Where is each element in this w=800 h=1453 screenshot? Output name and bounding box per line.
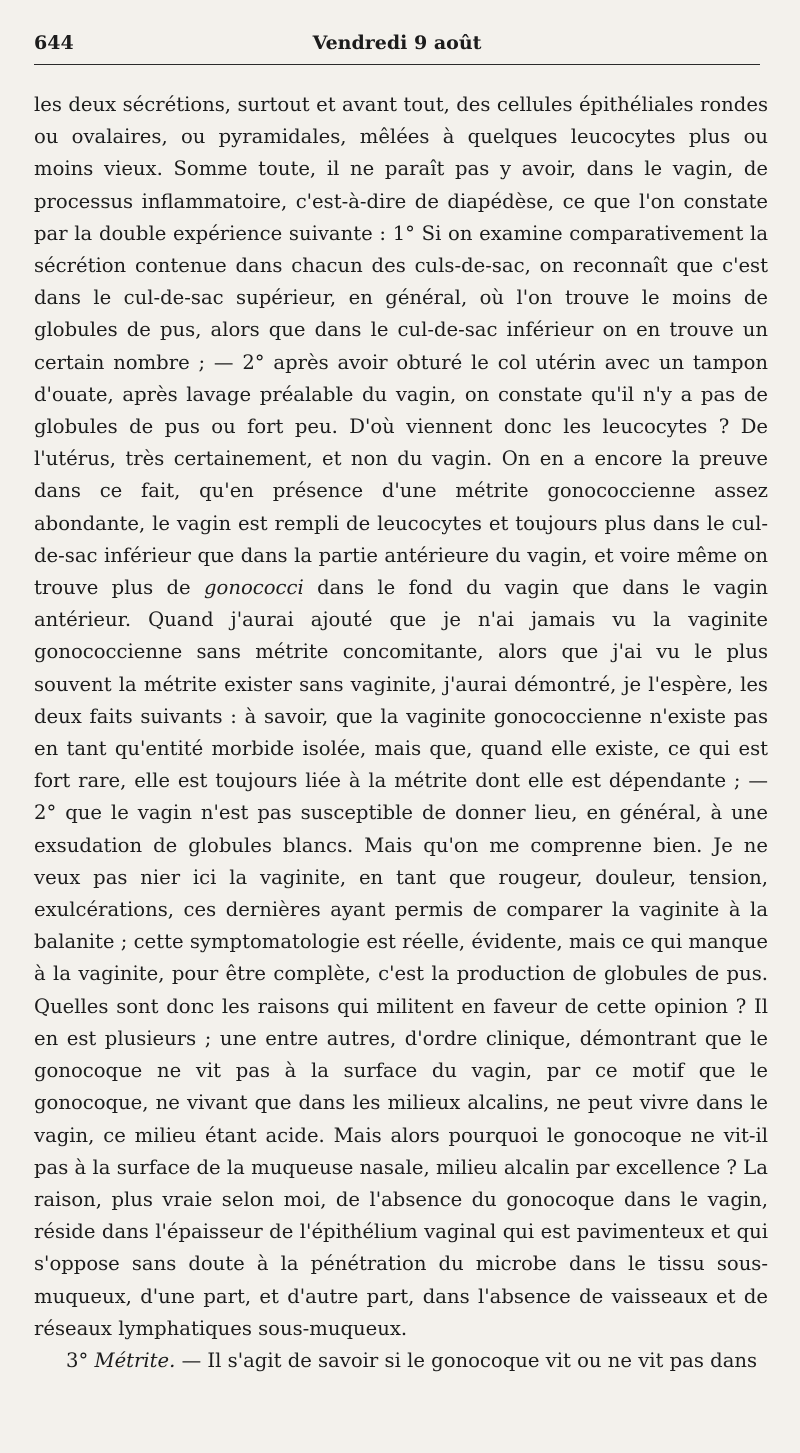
section-number: 3° [66,1348,95,1372]
italic-term: gonococci [204,576,304,600]
paragraph-2 [34,1345,768,1377]
paragraph-1-part-a: les deux sécrétions, surtout et avant tout, des cellules épithéliales rondes ou ovalaires, ou pyramidales, mêlées à quelques leucocytes plus ou moins vieux. Somme toute, il ne paraît pas y avoir, dans le vagin, de processus inflammatoire, c'est-à-dire de diapédèse, ce que l'on constate par la double expérience suivante : 1° Si on examine comparativement la sécrétion contenue dans chacun des culs-de-sac, on reconnaît que c'est dans le cul-de-sac supérieur, en général, où l'on trouve le moins de globules de pus, alors que dans le cul-de-sac inférieur on en trouve un certain nombre ; — 2° après avoir obturé le col utérin avec un tampon d'ouate, après lavage préalable du vagin, on constate qu'il n'y a pas de globules de pus ou fort peu. D'où viennent donc les leucocytes ? De l'utérus, très certainement, et non du vagin. On en a encore la preuve dans ce fait, qu'en présence d'une métrite gonococcienne assez abondante, le vagin est rempli de leucocytes et toujours plus dans le cul-de-sac inférieur que dans la partie antérieure du vagin, et voire même on trouve plus de [34,93,768,600]
running-header [34,30,760,65]
running-title: Vendredi 9 août [312,32,482,54]
page-number: 644 [34,32,74,54]
section-title: Métrite. [94,1348,176,1372]
body-text [34,89,768,1377]
paragraph-2-text: — Il s'agit de savoir si le gonocoque vit ou ne vit pas dans [175,1348,758,1372]
paragraph-1 [34,89,768,1345]
paragraph-1-part-b: dans le fond du vagin que dans le vagin antérieur. Quand j'aurai ajouté que je n'ai jamais vu la vaginite gonococcienne sans métrite concomitante, alors que j'ai vu le plus souvent la métrite exister sans vaginite, j'aurai démontré, je l'espère, les deux faits suivants : à savoir, que la vaginite gonococcienne n'existe pas en tant qu'entité morbide isolée, mais que, quand elle existe, ce qui est fort rare, elle est toujours liée à la métrite dont elle est dépendante ; — 2° que le vagin n'est pas susceptible de donner lieu, en général, à une exsudation de globules blancs. Mais qu'on me comprenne bien. Je ne veux pas nier ici la vaginite, en tant que rougeur, douleur, tension, exulcérations, ces dernières ayant permis de comparer la vaginite à la balanite ; cette symptomatologie est réelle, évidente, mais ce qui manque à la vaginite, pour être complète, c'est la production de globules de pus. Quelles sont donc les raisons qui militent en faveur de cette opinion ? Il en est plusieurs ; une entre autres, d'ordre clinique, démontrant que le gonocoque ne vit pas à la surface du vagin, par ce motif que le gonocoque, ne vivant que dans les milieux alcalins, ne peut vivre dans le vagin, ce milieu étant acide. Mais alors pourquoi le gonocoque ne vit-il pas à la surface de la muqueuse nasale, milieu alcalin par excellence ? La raison, plus vraie selon moi, de l'absence du gonocoque dans le vagin, réside dans l'épaisseur de l'épithélium vaginal qui est pavimenteux et qui s'oppose sans doute à la pénétration du microbe dans le tissu sous-muqueux, d'une part, et d'autre part, dans l'absence de vaisseaux et de réseaux lymphatiques sous-muqueux. [34,576,768,1340]
